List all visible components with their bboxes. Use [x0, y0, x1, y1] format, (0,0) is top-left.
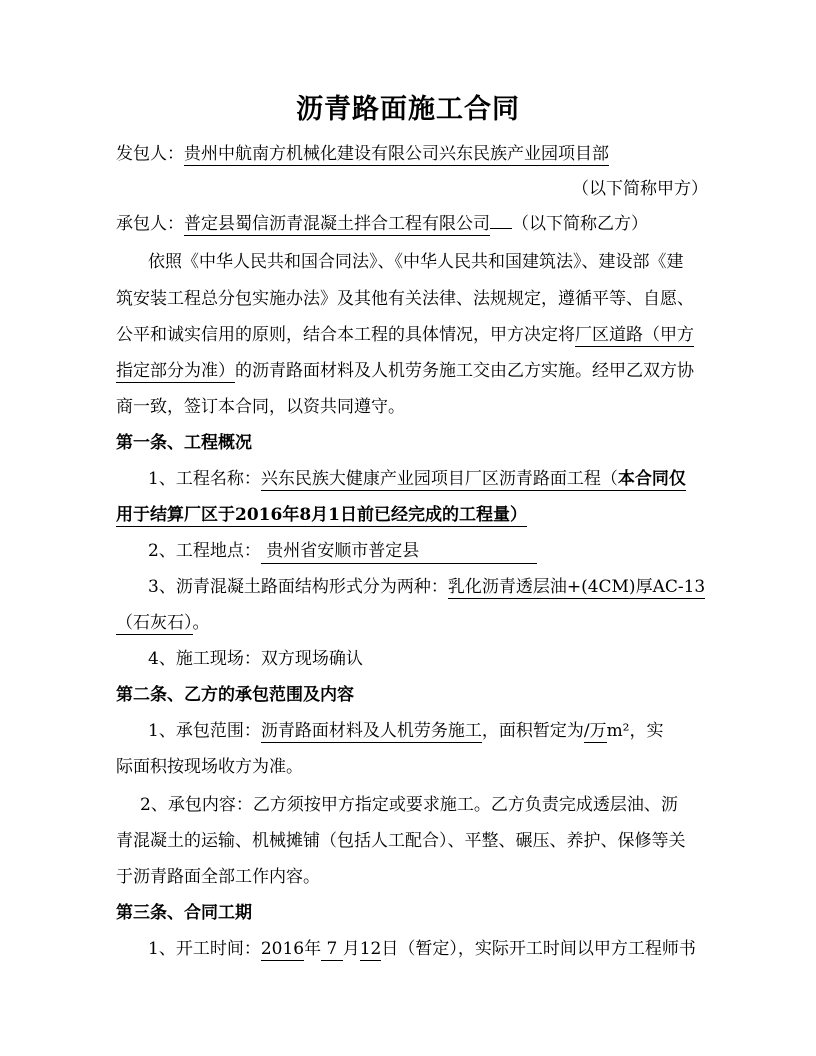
contractor-name-blank	[490, 227, 512, 229]
start-month-value: 7	[326, 939, 338, 959]
area-value: /万	[583, 721, 607, 741]
pavement-structure: 乳化沥青透层油+(4CM)厚AC-13	[447, 577, 706, 597]
art2-item1-line1	[148, 720, 664, 742]
contractor-abbr: （以下简称乙方）	[512, 214, 648, 234]
project-location-label: 2、工程地点：	[148, 541, 261, 561]
article-2-heading: 第二条、乙方的承包范围及内容	[116, 685, 354, 705]
preamble-line-4	[116, 360, 694, 382]
art2-item2-line2: 青混凝土的运输、机械摊铺（包括人工配合）、平整、碾压、养护、保修等关	[116, 831, 686, 851]
contract-title: 沥青路面施工合同	[296, 94, 520, 125]
art2-item2-line1: 2、承包内容：乙方须按甲方指定或要求施工。乙方负责完成透层油、沥	[140, 795, 678, 815]
art1-item1-line1	[148, 468, 686, 490]
year-unit: 年	[304, 939, 322, 959]
project-note-part2: 用于结算厂区于2016年8月1日前已经完成的工程量）	[116, 505, 527, 525]
scope-road: 厂区道路（甲方	[575, 325, 694, 345]
art1-item1-line2	[116, 504, 527, 526]
start-month	[321, 939, 343, 961]
scope-road-note: 指定部分为准）	[116, 361, 235, 381]
employer-abbr: （以下简称甲方）	[572, 179, 708, 199]
preamble-line-3	[116, 324, 694, 346]
art1-item2	[148, 540, 537, 564]
scope-value: 沥青路面材料及人机劳务施工	[260, 721, 482, 741]
art1-item4: 4、施工现场：双方现场确认	[148, 649, 363, 669]
art2-item1-line2: 际面积按现场收方为准。	[116, 757, 303, 777]
contractor-label: 承包人：	[116, 214, 184, 234]
art2-item2-line3: 于沥青路面全部工作内容。	[116, 867, 320, 887]
project-location-value: 贵州省安顺市普定县	[266, 541, 420, 561]
art1-item3-line2	[116, 612, 210, 634]
scope-label: 1、承包范围：	[148, 721, 261, 741]
area-label: ，面积暂定为	[481, 721, 584, 741]
project-name-label: 1、工程名称：	[148, 469, 261, 489]
contractor-line	[116, 213, 648, 235]
employer-line	[116, 143, 609, 165]
pavement-structure-label: 3、沥青混凝土路面结构形式分为两种：	[148, 577, 448, 597]
project-note-part1: 本合同仅	[617, 469, 686, 489]
start-day: 12	[359, 939, 382, 959]
contractor-name: 普定县蜀信沥青混凝土拌合工程有限公司	[184, 214, 490, 234]
preamble-line-5: 商一致，签订本合同，以资共同遵守。	[116, 397, 405, 417]
art3-item1	[148, 938, 696, 960]
employer-label: 发包人：	[116, 144, 184, 164]
preamble-line-1: 依照《中华人民共和国合同法》、《中华人民共和国建筑法》、建设部《建	[148, 252, 684, 272]
day-unit: 日	[381, 939, 399, 959]
start-date-label: 1、开工时间：	[148, 939, 261, 959]
pavement-aggregate: （石灰石）	[116, 613, 193, 633]
project-name: 兴东民族大健康产业园项目厂区沥青路面工程（	[260, 469, 618, 489]
area-unit: m²，实	[606, 721, 664, 741]
month-unit: 月	[342, 939, 360, 959]
employer-name: 贵州中航南方机械化建设有限公司兴东民族产业园项目部	[184, 144, 609, 164]
article-1-heading: 第一条、工程概况	[116, 433, 252, 453]
pavement-period: 。	[192, 613, 210, 633]
project-location	[261, 540, 537, 564]
preamble-line-3-text: 公平和诚实信用的原则，结合本工程的具体情况，甲方决定将	[116, 325, 575, 345]
preamble-line-4-text: 的沥青路面材料及人机劳务施工交由乙方实施。经甲乙双方协	[235, 361, 694, 381]
article-3-heading: 第三条、合同工期	[116, 903, 252, 923]
preamble-line-2: 筑安装工程总分包实施办法》及其他有关法律、法规规定，遵循平等、自愿、	[116, 289, 694, 309]
start-date-note: （暂定），实际开工时间以甲方工程师书	[398, 939, 696, 959]
start-year: 2016	[260, 939, 305, 959]
art1-item3-line1	[148, 576, 705, 598]
